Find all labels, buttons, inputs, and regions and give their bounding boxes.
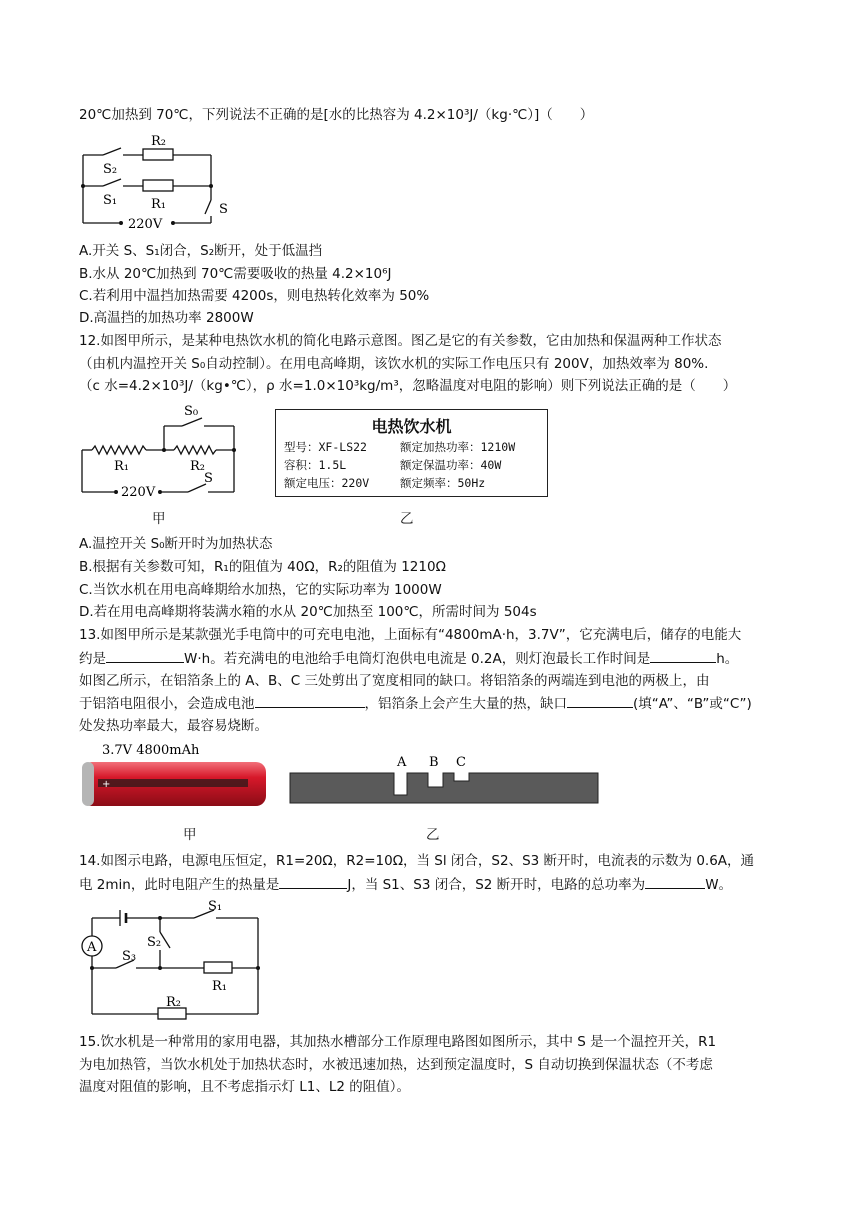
q13-blank-energy[interactable]	[106, 648, 184, 663]
q14-line-1: 14.如图示电路，电源电压恒定，R1=20Ω，R2=10Ω，当 Sl 闭合，S2、S3 断开时，电流表的示数为 0.6A，通	[79, 853, 755, 869]
notch-label-c: C	[456, 755, 466, 770]
q11-option-b: B.水从 20℃加热到 70℃需要吸收的热量 4.2×10⁶J	[79, 266, 392, 282]
q13-caption-jia: 甲	[183, 827, 197, 843]
q12-stem-line-2: （由机内温控开关 S₀自动控制）。在用电高峰期，该饮水机的实际工作电压只有 200V，加热效率为 80%.	[79, 356, 709, 372]
q11-label-s2: S₂	[103, 162, 118, 177]
q13-line-2-b: W·h。若充满电的电池给手电筒灯泡供电电流是 0.2A，则灯泡最长工作时间是	[184, 651, 651, 667]
q11-label-voltage: 220V	[128, 217, 163, 232]
q13-line-2-a: 约是	[79, 651, 106, 667]
q13-blank-short-circuit[interactable]	[255, 693, 365, 708]
q11-label-r2: R₂	[151, 134, 166, 149]
q12-label-s0: S₀	[184, 404, 199, 419]
q14-label-s1: S₁	[208, 899, 223, 914]
ammeter-icon: A	[87, 940, 97, 955]
q15-line-1: 15.饮水机是一种常用的家用电器，其加热水槽部分工作原理电路图如图所示，其中 S 是一个温控开关，R1	[79, 1034, 717, 1050]
q13-line-4-a: 于铝箔电阻很小，会造成电池	[79, 696, 255, 712]
q13-battery-image	[80, 740, 272, 810]
q13-blank-notch[interactable]	[567, 693, 633, 708]
q12-circuit-diagram	[78, 402, 240, 500]
q13-line-1: 13.如图甲所示是某款强光手电筒中的可充电电池，上面标有“4800mA·h，3.7V”，它充满电后，储存的电能大	[79, 627, 742, 643]
q13-line-2-c: h。	[716, 651, 739, 667]
q11-option-a: A.开关 S、S₁闭合，S₂断开，处于低温挡	[79, 243, 323, 259]
q12-option-a: A.温控开关 S₀断开时为加热状态	[79, 536, 273, 552]
q13-line-4	[79, 693, 779, 714]
q11-label-s1: S₁	[103, 193, 118, 208]
q13-line-2	[79, 648, 779, 669]
q15-line-3: 温度对阻值的影响，且不考虑指示灯 L1、L2 的阻值）。	[79, 1079, 411, 1095]
q14-line-2-a: 电 2min，此时电阻产生的热量是	[79, 877, 280, 893]
q13-line-4-c: (填“A”、“B”或“C”)	[633, 696, 752, 712]
q14-label-s2: S₂	[147, 935, 162, 950]
spec-frequency: 额定频率：50Hz	[400, 476, 486, 490]
q11-circuit-diagram	[75, 128, 255, 236]
q14-label-r2: R₂	[166, 995, 181, 1010]
notch-label-a: A	[397, 755, 407, 770]
q12-label-voltage: 220V	[121, 485, 156, 500]
q11-stem-tail: 20℃加热到 70℃，下列说法不正确的是[水的比热容为 4.2×10³J/（kg·℃）]（ ）	[79, 107, 594, 123]
q13-line-4-b: ，铝箔条上会产生大量的热，缺口	[364, 696, 567, 712]
q11-option-d: D.高温挡的加热功率 2800W	[79, 310, 254, 326]
spec-voltage: 额定电压：220V	[284, 476, 370, 490]
q12-label-r2: R₂	[190, 459, 205, 474]
q11-option-c: C.若利用中温挡加热需要 4200s，则电热转化效率为 50%	[79, 288, 430, 304]
q12-label-r1: R₁	[114, 459, 129, 474]
q12-stem-line-3: （c 水=4.2×10³J/（kg•℃），ρ 水=1.0×10³kg/m³，忽略温度对电阻的影响）则下列说法正确的是（ ）	[79, 378, 737, 394]
spec-title: 电热饮水机	[371, 417, 452, 436]
q12-caption-jia: 甲	[152, 511, 166, 527]
spec-keep-power: 额定保温功率：40W	[400, 458, 502, 472]
spec-heat-power: 额定加热功率：1210W	[400, 440, 516, 454]
q13-caption-yi: 乙	[426, 827, 440, 843]
q14-label-s3: S₃	[122, 949, 137, 964]
q14-circuit-diagram	[76, 898, 266, 1022]
plus-icon: +	[102, 779, 111, 790]
q12-option-c: C.当饮水机在用电高峰期给水加热，它的实际功率为 1000W	[79, 582, 442, 598]
battery-label: 3.7V 4800mAh	[102, 743, 200, 758]
q14-blank-power[interactable]	[645, 874, 705, 889]
q13-line-3: 如图乙所示，在铝箔条上的 A、B、C 三处剪出了宽度相同的缺口。将铝箔条的两端连到电池的两极上，由	[79, 673, 710, 689]
q12-option-b: B.根据有关参数可知，R₁的阻值为 40Ω，R₂的阻值为 1210Ω	[79, 559, 446, 575]
q12-label-s: S	[204, 471, 213, 486]
q12-spec-nameplate	[275, 409, 548, 497]
notch-label-b: B	[429, 755, 439, 770]
q15-line-2: 为电加热管，当饮水机处于加热状态时，水被迅速加热，达到预定温度时，S 自动切换到保温状态（不考虑	[79, 1057, 713, 1073]
q13-line-5: 处发热功率最大，最容易烧断。	[79, 718, 268, 734]
q14-line-2	[79, 874, 779, 895]
q11-label-s: S	[219, 202, 228, 217]
q12-option-d: D.若在用电高峰期将装满水箱的水从 20℃加热至 100℃，所需时间为 504s	[79, 604, 537, 620]
q13-blank-time[interactable]	[650, 648, 716, 663]
spec-model: 型号：XF-LS22	[284, 440, 367, 454]
q13-foil-strip	[288, 752, 600, 808]
spec-capacity: 容积：1.5L	[284, 458, 347, 472]
q11-label-r1: R₁	[151, 197, 166, 212]
q14-label-r1: R₁	[212, 979, 227, 994]
q14-line-2-c: W。	[705, 877, 733, 893]
q14-blank-heat[interactable]	[279, 874, 347, 889]
q12-caption-yi: 乙	[400, 511, 414, 527]
q12-stem-line-1: 12.如图甲所示，是某种电热饮水机的简化电路示意图。图乙是它的有关参数，它由加热和保温两种工作状态	[79, 333, 722, 349]
q14-line-2-b: J，当 S1、S3 闭合，S2 断开时，电路的总功率为	[347, 877, 646, 893]
